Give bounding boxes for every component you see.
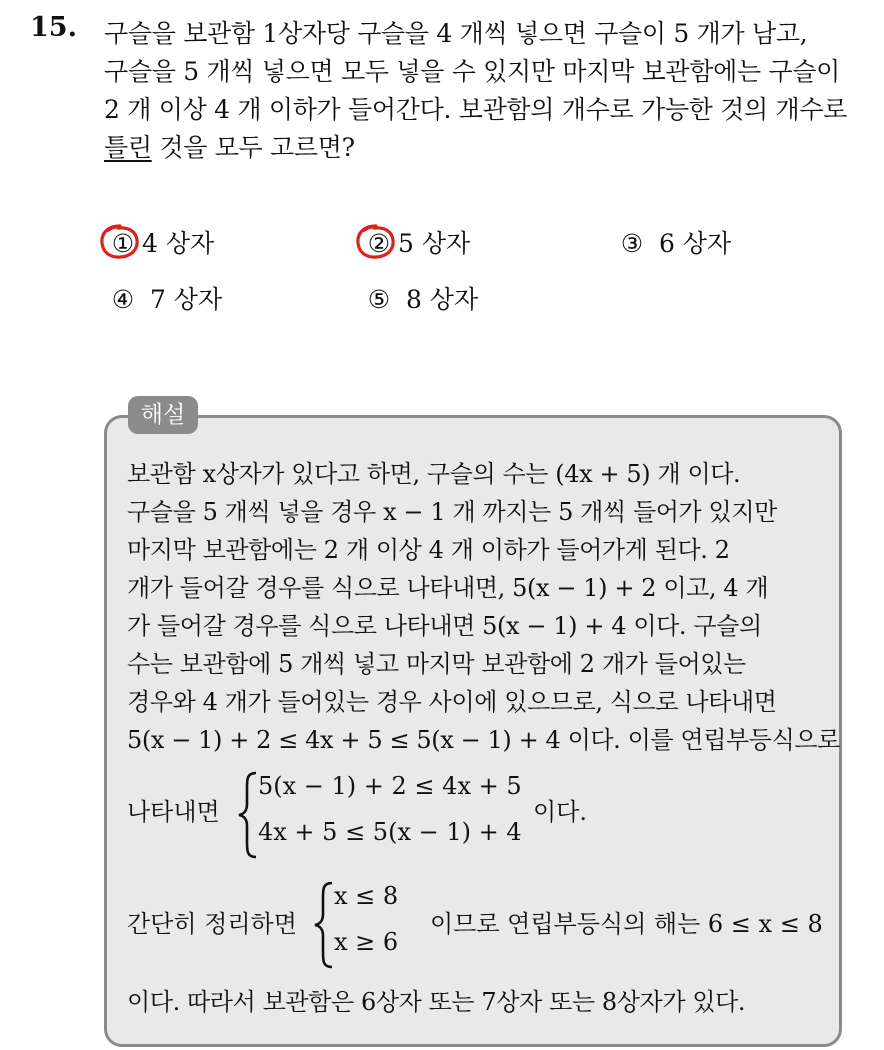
question-line-2: 구슬을 5 개씩 넣으면 모두 넣을 수 있지만 마지막 보관함에는 구슬이 <box>104 57 841 86</box>
solution-line-8: 5(x − 1) + 2 ≤ 4x + 5 ≤ 5(x − 1) + 4 이다. 이를 연립부등식으로 <box>127 726 840 754</box>
system2-row-2: x ≥ 6 <box>334 928 399 956</box>
solution-line-6: 수는 보관함에 5 개씩 넣고 마지막 보관함에 2 개가 들어있는 <box>127 650 746 678</box>
question-line-3: 2 개 이상 4 개 이하가 들어간다. 보관함의 개수로 가능한 것의 개수로 <box>104 95 848 124</box>
choice-4-label: 7 상자 <box>149 285 223 314</box>
solution-tab: 해설 <box>128 396 198 434</box>
system1-row-1: 5(x − 1) + 2 ≤ 4x + 5 <box>258 772 522 800</box>
choice-2-number: ② <box>360 229 398 258</box>
choice-3-number: ③ <box>620 229 644 258</box>
question-line-1: 구슬을 보관함 1상자당 구슬을 4 개씩 넣으면 구슬이 5 개가 남고, <box>104 19 808 48</box>
choice-3-label: 6 상자 <box>658 229 732 258</box>
left-brace-icon <box>312 880 336 970</box>
system1-row-2: 4x + 5 ≤ 5(x − 1) + 4 <box>258 818 522 846</box>
system2-row-1: x ≤ 8 <box>334 882 399 910</box>
choice-2[interactable] <box>360 224 470 260</box>
choice-5-label: 8 상자 <box>405 285 479 314</box>
choice-4[interactable] <box>104 280 222 316</box>
question-line-4 <box>104 128 355 164</box>
solution-line-3: 마지막 보관함에는 2 개 이상 4 개 이하가 들어가게 된다. 2 <box>127 536 730 564</box>
solution-line-1: 보관함 x상자가 있다고 하면, 구슬의 수는 (4x + 5) 개 이다. <box>127 460 741 488</box>
question-number: 15. <box>30 12 77 43</box>
question-line-4-rest: 것을 모두 고르면? <box>151 133 355 162</box>
choice-1-label: 4 상자 <box>142 229 215 258</box>
system2-prefix: 간단히 정리하면 <box>127 910 297 938</box>
solution-line-2: 구슬을 5 개씩 넣을 경우 x − 1 개 까지는 5 개씩 들어가 있지만 <box>127 498 777 526</box>
left-brace-icon <box>236 770 260 860</box>
choice-2-label: 5 상자 <box>398 229 471 258</box>
choice-3[interactable] <box>613 224 731 260</box>
choice-5[interactable] <box>360 280 478 316</box>
underlined-keyword: 틀린 <box>104 133 152 162</box>
choice-1[interactable] <box>104 224 214 260</box>
system1-prefix: 나타내면 <box>127 798 220 826</box>
choice-4-number: ④ <box>111 285 135 314</box>
solution-line-5: 가 들어갈 경우를 식으로 나타내면 5(x − 1) + 4 이다. 구슬의 <box>127 612 762 640</box>
system1-suffix: 이다. <box>533 798 587 826</box>
choice-5-number: ⑤ <box>367 285 391 314</box>
solution-last-line: 이다. 따라서 보관함은 6상자 또는 7상자 또는 8상자가 있다. <box>127 988 746 1016</box>
choice-1-number: ① <box>104 229 142 258</box>
solution-line-7: 경우와 4 개가 들어있는 경우 사이에 있으므로, 식으로 나타내면 <box>127 688 777 716</box>
system2-suffix: 이므로 연립부등식의 해는 6 ≤ x ≤ 8 <box>430 910 823 938</box>
solution-line-4: 개가 들어갈 경우를 식으로 나타내면, 5(x − 1) + 2 이고, 4 개 <box>127 574 769 602</box>
